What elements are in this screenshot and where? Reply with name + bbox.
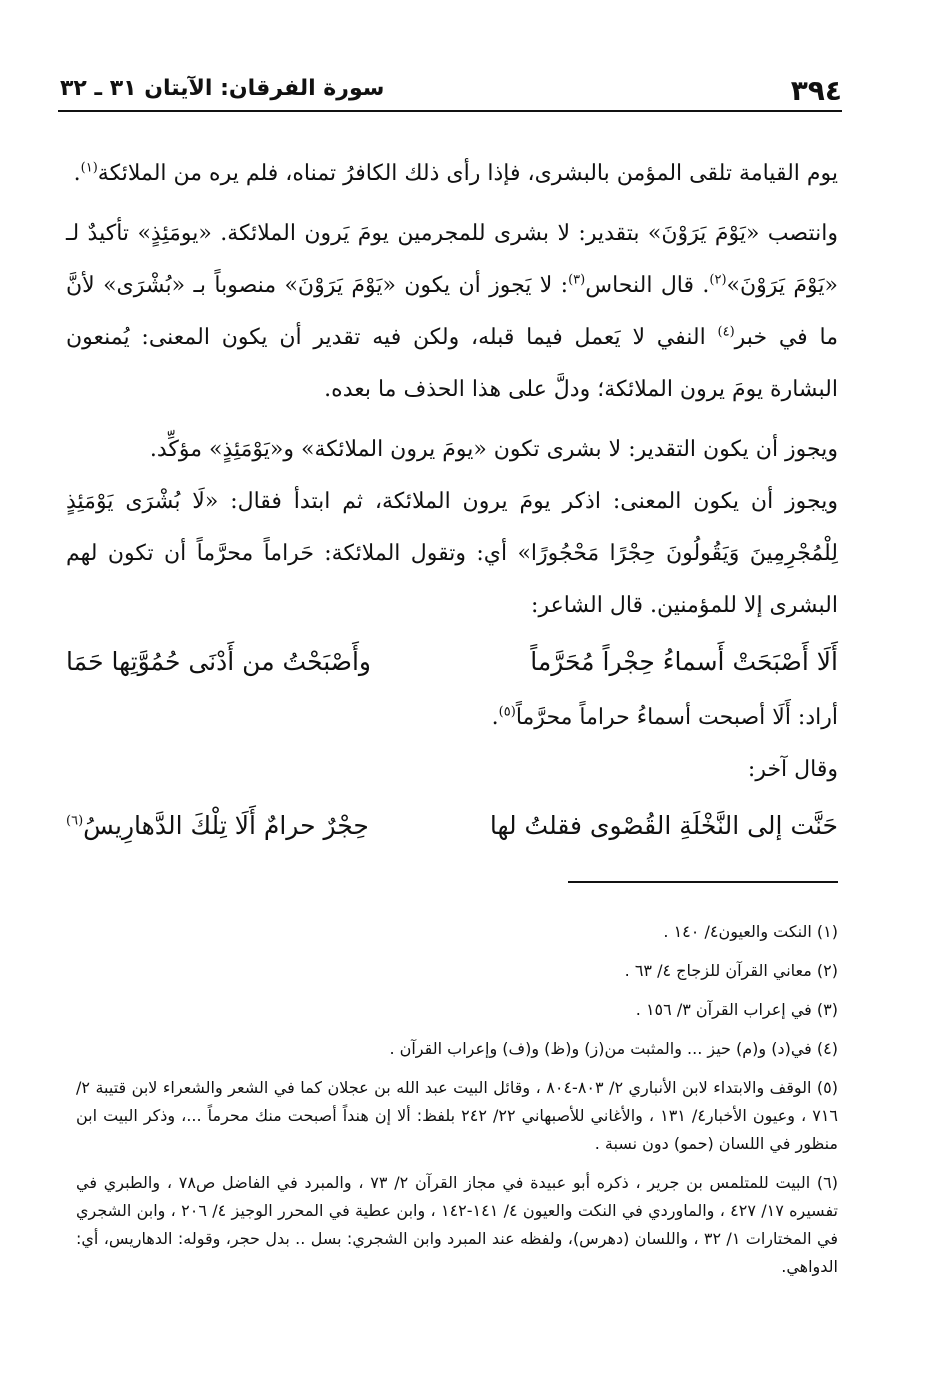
running-title: سورة الفرقان: الآيتان ٣١ ـ ٣٢: [60, 76, 385, 101]
page-number: ٣٩٤: [790, 74, 842, 107]
footnote-1: (١) النكت والعيون٤/ ١٤٠ .: [663, 922, 838, 941]
footnotes: [76, 918, 838, 1292]
paragraph-4: أراد: أَلَا أصبحت أسماءُ حراماً محرَّماً$^{(٥)}$.: [491, 704, 838, 730]
footnote-divider: [568, 881, 838, 883]
paragraph-5: وقال آخر:: [747, 757, 838, 782]
paragraph-3b: ويجوز أن يكون المعنى: اذكر يومَ يرون الملائكة، ثم ابتدأ فقال: «لَا بُشْرَى يَوْمَئِذٍ لِلْمُجْرِمِينَ وَيَقُولُونَ حِجْرًا مَحْجُورًا» أي: وتقول الملائكة: حَراماً محرَّماً أن تكون لهم البشرى إلا للمؤمنين. قال الشاعر:: [66, 489, 838, 618]
footnote-6: (٦) البيت للمتلمس بن جرير ، ذكره أبو عبيدة في مجاز القرآن ٢/ ٧٣ ، والمبرد في الفاضل ص٧٨ ، والطبري في تفسيره ١٧/ ٤٢٧ ، والماوردي في النكت والعيون ٤/ ١٤١-١٤٢ ، وابن عطية في المحرر الوجيز ٤/ ٢٠٦ ، وابن الشجري في المختارات ١/ ٣٢ ، واللسان (دهرس)، ولفظه عند المبرد وابن الشجري: بسل .. بدل حجر، وقوله: الدهاريس، أي: الدواهي.: [76, 1173, 839, 1276]
body-text: [66, 148, 838, 856]
verse-1: [66, 632, 838, 692]
header-rule: [58, 110, 842, 112]
footnote-4: (٤) في(د) و(م) حيز ... والمثبت من(ز) و(ظ) و(ف) وإعراب القرآن .: [389, 1039, 838, 1058]
footnote-ref-5: (٥): [498, 704, 516, 720]
footnote-5: (٥) الوقف والابتداء لابن الأنباري ٢/ ٨٠٣-٨٠٤ ، وقائل البيت عبد الله بن عجلان كما في الشعر والشعراء لابن قتيبة ٢/ ٧١٦ ، وعيون الأخبار٤/ ١٣١ ، والأغاني للأصبهاني ٢٢/ ٢٤٢ بلفظ: ألا إن هنداً أصبحت منك محرماً ...، وذكر البيت ابن منظور في اللسان (حمو) دون نسبة .: [76, 1078, 838, 1153]
paragraph-1: يوم القيامة تلقى المؤمن بالبشرى، فإذا رأى ذلك الكافرُ تمناه، فلم يره من الملائكة$^{(١)}$.: [73, 160, 838, 186]
footnote-ref-3: (٣): [568, 272, 586, 288]
verse-2-second-hemistich: حِجْرٌ حرامٌ أَلَا تِلْكَ الدَّهارِيسُ$^{(٦)}$: [66, 811, 369, 840]
footnote-ref-2: (٢): [709, 272, 727, 288]
footnote-3: (٣) في إعراب القرآن ٣/ ١٥٦ .: [635, 1000, 838, 1019]
verse-1-second-hemistich: وأَصْبَحْتُ من أَدْنَى حُمُوَّتِها حَمَا: [66, 647, 372, 676]
page-header: [60, 66, 842, 110]
footnote-ref-6: (٦): [66, 813, 84, 829]
footnote-2: (٢) معاني القرآن للزجاج ٤/ ٦٣ .: [624, 961, 838, 980]
footnote-ref-1: (١): [80, 160, 98, 176]
verse-2-first-hemistich: حَنَّت إلى النَّخْلَةِ القُصْوى فقلتُ لها: [489, 811, 838, 840]
footnote-ref-4: (٤): [717, 324, 735, 340]
verse-1-first-hemistich: أَلَا أَصْبَحَتْ أَسماءُ حِجْراً مُحَرَّماً: [530, 647, 838, 676]
paragraph-3a: ويجوز أن يكون التقدير: لا بشرى تكون «يومَ يرون الملائكة» و«يَوْمَئِذٍ» مؤكِّد.: [149, 437, 838, 462]
verse-2: [66, 796, 838, 856]
paragraph-2: وانتصب «يَوْمَ يَرَوْنَ» بتقدير: لا بشرى للمجرمين يومَ يَرون الملائكة. «يومَئِذٍ» تأكيدٌ لـ «يَوْمَ يَرَوْنَ»$^{(٢)}$. قال النحاس$^{(٣)}$: لا يَجوز أن يكون «يَوْمَ يَرَوْنَ» منصوباً بـ «بُشْرَى» لأنَّ ما في خبر$^{(٤)}$ النفي لا يَعمل فيما قبله، ولكن فيه تقدير أن يكون المعنى: يُمنعون البشارة يومَ يرون الملائكة؛ ودلَّ على هذا الحذف ما بعده.: [66, 221, 838, 402]
